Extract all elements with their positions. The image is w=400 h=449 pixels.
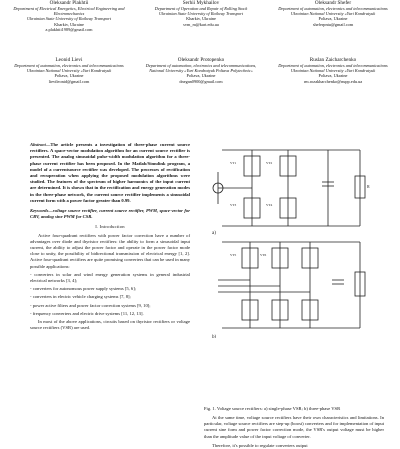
author-affiliation: Department of Electrical Energetics, Electrical Engineering and Electromechanics [13,6,125,17]
bullet-item: - converters in electric vehicle charging systems [7, 8]; [30,294,131,300]
switch-label: VT6 [260,253,267,257]
author-organization: Ukrainian State University of Railway Transport [27,16,111,22]
author-email: dnegan0900@gmail.com [179,78,223,84]
author-name: Oleksandr Plakhtii [49,0,89,6]
bullet-item: - power active filters and power factor correction systems [9, 10]; [30,302,151,308]
keywords-label: Keywords [30,208,49,214]
author-name: Serhii Mykhailov [182,0,220,6]
author-row-1 [6,0,396,32]
figure-label-b: b) [212,335,217,338]
author-card [138,0,264,32]
author-affiliation: Department of automation, electronics and telecommunications [14,63,124,68]
load-label: R [367,184,370,189]
switch-label: VT2 [266,161,273,165]
author-affiliation: Department of automation, electronics and telecommunications, National University «Yuri Kondratyuk Poltava Polytechnic» [145,63,257,74]
author-affiliation: Department of Operation and Repair of Rolling Stock [154,6,248,11]
author-city: Kharkiv, Ukraine [54,21,84,27]
figure-label-a: a) [212,231,216,236]
circuit-figure [210,142,380,338]
author-name: Oleksandr Shefer [314,0,352,6]
author-email: rm.rozakharchenko@nupp.edu.ua [303,78,363,84]
author-email: lievileonid@gmail.com [48,78,90,84]
switch-label: VT4 [266,203,273,207]
figure-caption: Fig. 1. Voltage source rectifiers: a) single-phase VSR; b) three-phase VSR [204,406,341,411]
author-organization: Ukrainian National University «Yuri Kondratyuk [290,11,376,17]
author-card [270,0,396,32]
author-row-2 [6,57,396,84]
body-paragraph: At the same time, voltage source rectifiers have their own characteristics and limitations. In particular, voltage source rectifiers are step-up (boost) converters and for implementation of input current sine form and power factor correction mode, the VSR's output voltage must be higher than the amplitude value of the input voltage of converter. [204,415,384,439]
author-name: Ruslan Zaicharchenko [309,57,357,63]
abstract [30,142,190,204]
author-city: Poltava, Ukraine [318,73,348,79]
author-organization: Ukrainian National University «Yuri Kondratyuk [290,68,376,74]
author-card [270,57,396,84]
switch-label: VT5 [230,253,237,257]
author-city: Poltava, Ukraine [54,73,84,79]
left-column [30,142,190,331]
author-affiliation: Department of automation, electronics and telecommunications [278,63,388,68]
body-paragraph: In most of the above applications, circuits based on thyristor rectifiers or voltage source rectifiers (VSR) are used. [30,319,190,331]
author-email: sheferpntu@gmail.com [312,21,354,27]
abstract-text: —The article presents a investigation of three-phase current source rectifiers. A space-vector modulation algorithm for an current source rectifier is presented. The analog sinusoidal pulse-width modulation algorithm for a three-phase current rectifier has been proposed. In the Matlab/Simulink program, a model of a currentsource rectifier was developed. The processes of rectification and recuperation when applying the proposed modulation algorithms were studied. The features of the spectrum of higher harmonics of the input current are determined. It is shown that in the rectification and energy generation modes in the three-phase network, the current source rectifier implements a sinusoidal current form with a power factor greater than 0.99. [30,142,190,203]
author-city: Kharkiv, Ukraine [186,16,216,22]
bullet-item: - converters in solar and wind energy generation systems in general industrial electrical networks [3, 4]; [30,271,190,284]
intro-paragraph: Active four-quadrant rectifiers with power factor correction have a number of advantages over diode and thyristor rectifiers: the ability to form a sinusoidal input current, the ability to adjust the power factor and operate in the power factor mode close to unity, the possibility of bidirectional transmission of electrical energy [1, 2]. Active four-quadrant rectifiers are quite promising converters that can be used in many possible applications: [30,232,190,269]
bullet-item: - frequency converters and electric drive systems [11, 12, 13]. [30,310,144,316]
author-city: Poltava, Ukraine [318,16,348,22]
keywords-text: —voltage source rectifier, current source rectifier, PWM, space-vector for CRV, analog sine PWM for CSR. [30,208,190,220]
switch-label: VT3 [230,203,237,207]
author-email: svm_m@kart.edu.ua [183,21,219,27]
author-city: Poltava, Ukraine [186,73,216,79]
section-title: I. Introduction [95,224,125,230]
author-name: Leonid Lievi [55,57,83,63]
author-organization: Ukrainian National University «Yuri Kondratyuk [26,68,112,74]
author-card [6,0,132,32]
author-email: a.plakhtii1989@gmail.com [45,26,93,32]
author-card [138,57,264,84]
author-card [6,57,132,84]
bullet-item: - converters for autonomous power supply systems [5, 6]; [30,286,137,292]
abstract-label: Abstract [30,142,46,147]
body-paragraph: Therefore, it's possible to regulate converters output [212,442,308,448]
author-organization: Ukrainian State University of Railway Transport [159,11,243,17]
author-name: Oleksandr Protopenko [177,57,225,63]
right-text [204,415,384,449]
switch-label: VT1 [230,161,237,165]
author-affiliation: Department of automation, electronics and telecommunications [278,6,388,11]
keywords [30,208,190,220]
